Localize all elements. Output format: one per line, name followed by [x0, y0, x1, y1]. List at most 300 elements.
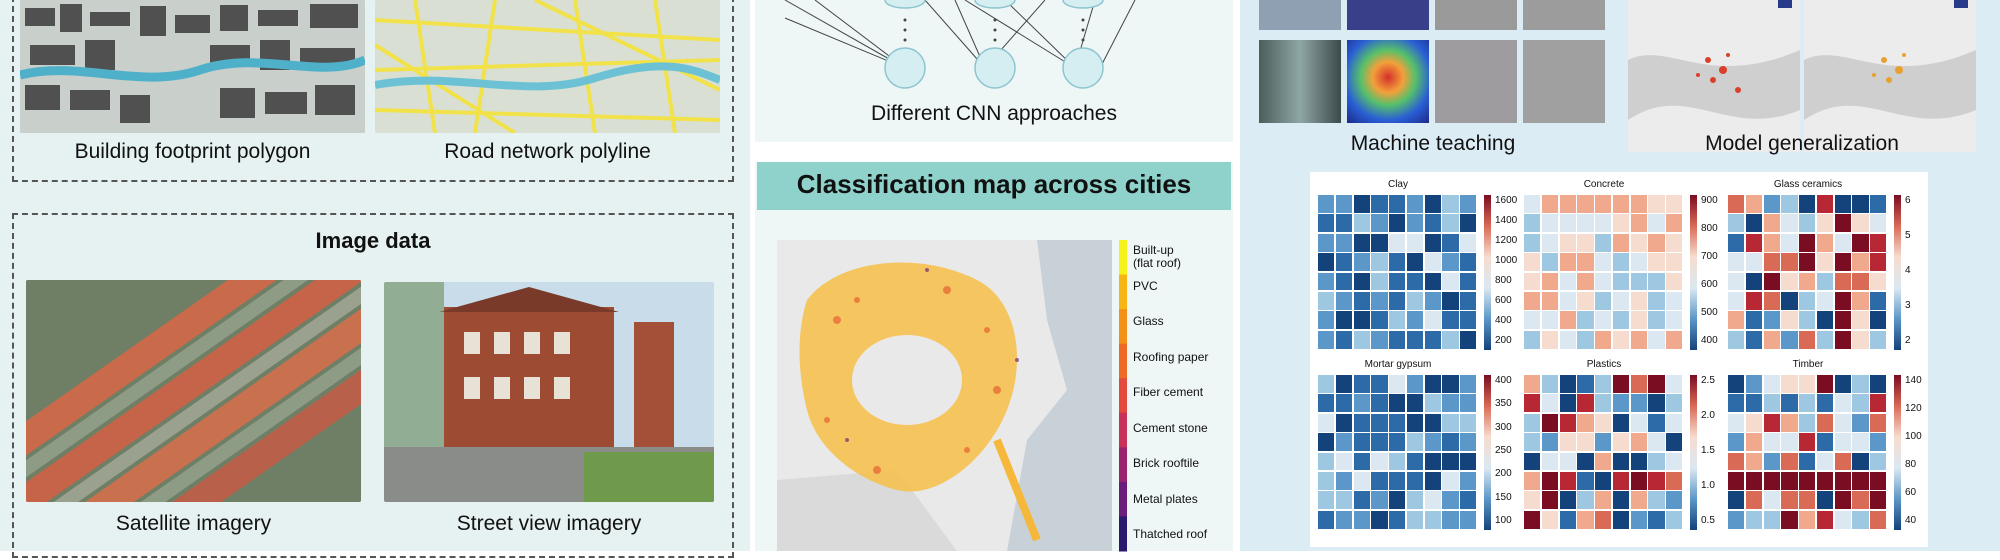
heatmap-cell: [1648, 453, 1664, 471]
heatmap-cell: [1425, 433, 1441, 451]
colorbar-tick: 1400: [1495, 215, 1518, 226]
legend-swatch: [1119, 275, 1127, 310]
heatmap-cell: [1371, 311, 1387, 329]
heatmap-cell: [1336, 311, 1352, 329]
heatmap-cell: [1764, 253, 1780, 271]
heatmap-cell: [1817, 195, 1833, 213]
heatmap-cell: [1746, 292, 1762, 310]
heatmap-cell: [1577, 195, 1593, 213]
heatmap-cell: [1835, 453, 1851, 471]
heatmap-cell: [1666, 491, 1682, 509]
heatmap-cell: [1817, 472, 1833, 490]
colorbar-tick: 40: [1905, 515, 1917, 526]
road-network-caption: Road network polyline: [444, 140, 651, 163]
heatmap-cell: [1595, 511, 1611, 529]
heatmap-cell: [1595, 234, 1611, 252]
heatmap-cell: [1318, 234, 1334, 252]
heatmap-cell: [1442, 311, 1458, 329]
heatmap-cell: [1781, 491, 1797, 509]
heatmap-cell: [1442, 273, 1458, 291]
heatmap-cell: [1631, 292, 1647, 310]
heatmap-cell: [1460, 253, 1476, 271]
teach-tile: [1523, 0, 1605, 30]
heatmap-cell: [1728, 453, 1744, 471]
heatmap-cell: [1407, 472, 1423, 490]
heatmap-cell: [1595, 375, 1611, 393]
teach-tile: [1435, 40, 1517, 123]
heatmap-cell: [1318, 453, 1334, 471]
heatmap-cell: [1407, 414, 1423, 432]
heatmap-cell: [1542, 491, 1558, 509]
colorbar-tick: 1000: [1495, 255, 1518, 266]
heatmap-cell: [1577, 292, 1593, 310]
heatmap-cell: [1613, 433, 1629, 451]
legend-label: Fiber cement: [1133, 385, 1204, 399]
heatmap-cell: [1852, 214, 1868, 232]
heatmap-cell: [1560, 292, 1576, 310]
heatmap-cell: [1835, 491, 1851, 509]
heatmap-cell: [1336, 195, 1352, 213]
heatmap-cell: [1425, 331, 1441, 349]
heatmap-cell: [1613, 311, 1629, 329]
heatmap-cell: [1389, 491, 1405, 509]
heatmap-cell: [1595, 311, 1611, 329]
heatmap-cell: [1336, 292, 1352, 310]
heatmap-cell: [1542, 453, 1558, 471]
heatmap-cell: [1577, 414, 1593, 432]
heatmap-cell: [1542, 273, 1558, 291]
heatmap-cell: [1631, 472, 1647, 490]
colorbar-tick: 400: [1701, 335, 1718, 346]
heatmap-colorbar: [1894, 375, 1901, 530]
heatmap-cell: [1835, 511, 1851, 529]
heatmap-cell: [1817, 414, 1833, 432]
heatmap-cell: [1852, 414, 1868, 432]
heatmap-cell: [1852, 472, 1868, 490]
heatmap-cell: [1764, 234, 1780, 252]
heatmap-cell: [1560, 433, 1576, 451]
heatmap-cell: [1746, 414, 1762, 432]
heatmap-cell: [1781, 273, 1797, 291]
heatmap-cell: [1318, 433, 1334, 451]
heatmap-cell: [1835, 394, 1851, 412]
heatmap-cell: [1442, 453, 1458, 471]
heatmap-cell: [1336, 511, 1352, 529]
heatmap-cell: [1442, 331, 1458, 349]
heatmap-cell: [1870, 311, 1886, 329]
left-panel: [0, 0, 750, 551]
heatmap-cell: [1852, 331, 1868, 349]
heatmap-cell: [1781, 292, 1797, 310]
heatmap-cell: [1542, 292, 1558, 310]
heatmap-cell: [1524, 253, 1540, 271]
heatmap-title: Clay: [1387, 179, 1408, 190]
heatmap-cell: [1746, 433, 1762, 451]
heatmap-cell: [1442, 253, 1458, 271]
heatmap-cell: [1666, 253, 1682, 271]
heatmap-cell: [1648, 331, 1664, 349]
heatmap-cell: [1648, 234, 1664, 252]
heatmap-cell: [1389, 253, 1405, 271]
heatmap-cell: [1817, 311, 1833, 329]
heatmap-cell: [1613, 394, 1629, 412]
heatmap-cell: [1728, 292, 1744, 310]
heatmap-cell: [1835, 234, 1851, 252]
heatmap-cell: [1577, 253, 1593, 271]
heatmap-cell: [1442, 491, 1458, 509]
heatmap-cell: [1852, 453, 1868, 471]
heatmap-colorbar: [1894, 195, 1901, 350]
heatmap-cell: [1371, 394, 1387, 412]
teach-tile: [1347, 40, 1429, 123]
heatmap-cell: [1781, 253, 1797, 271]
heatmap-cell: [1460, 433, 1476, 451]
heatmap-cell: [1746, 253, 1762, 271]
heatmap-cell: [1389, 331, 1405, 349]
heatmap-cell: [1728, 253, 1744, 271]
heatmap-cell: [1542, 214, 1558, 232]
model-generalization-caption: Model generalization: [1705, 132, 1899, 155]
colorbar-tick: 400: [1495, 375, 1512, 386]
heatmap-cell: [1542, 234, 1558, 252]
heatmap-cell: [1764, 511, 1780, 529]
heatmap-cell: [1389, 195, 1405, 213]
colorbar-tick: 100: [1905, 431, 1922, 442]
heatmap-cell: [1631, 331, 1647, 349]
satellite-caption: Satellite imagery: [115, 512, 272, 535]
heatmap-cell: [1577, 331, 1593, 349]
heatmap-cell: [1425, 453, 1441, 471]
heatmap-cell: [1835, 273, 1851, 291]
heatmap-cell: [1613, 273, 1629, 291]
cnn-caption: Different CNN approaches: [871, 102, 1117, 125]
road-network-map: [375, 0, 720, 133]
heatmap-cell: [1542, 311, 1558, 329]
heatmap-cell: [1746, 453, 1762, 471]
heatmap-cell: [1631, 273, 1647, 291]
colorbar-tick: 2.0: [1701, 410, 1715, 421]
colorbar-tick: 6: [1905, 195, 1911, 206]
heatmap-cell: [1524, 273, 1540, 291]
heatmap-cell: [1354, 375, 1370, 393]
heatmap-cell: [1666, 472, 1682, 490]
generalization-map: [1628, 0, 1800, 152]
heatmap-cell: [1870, 453, 1886, 471]
heatmap-cell: [1354, 491, 1370, 509]
heatmap-cell: [1318, 292, 1334, 310]
heatmap-cell: [1666, 292, 1682, 310]
heatmap-cell: [1542, 331, 1558, 349]
heatmap-cell: [1648, 491, 1664, 509]
heatmap-cell: [1460, 394, 1476, 412]
heatmap-cell: [1817, 433, 1833, 451]
teach-tile: [1259, 0, 1341, 30]
heatmap-cell: [1648, 253, 1664, 271]
colorbar-tick: 1600: [1495, 195, 1518, 206]
heatmap-cell: [1781, 195, 1797, 213]
heatmap-cell: [1354, 292, 1370, 310]
heatmap-cell: [1595, 331, 1611, 349]
colorbar-tick: 250: [1495, 445, 1512, 456]
heatmap-cell: [1852, 195, 1868, 213]
heatmap-cell: [1595, 273, 1611, 291]
heatmap-cell: [1835, 433, 1851, 451]
heatmap-cell: [1648, 375, 1664, 393]
legend-label: PVC: [1133, 278, 1158, 293]
generalization-map-graphic: [1804, 0, 1976, 152]
heatmap-cell: [1870, 195, 1886, 213]
heatmap-cell: [1560, 214, 1576, 232]
heatmap-cell: [1524, 433, 1540, 451]
heatmap-cell: [1799, 511, 1815, 529]
heatmap-cell: [1746, 214, 1762, 232]
city-map-graphic: [777, 240, 1112, 551]
heatmap-cell: [1389, 292, 1405, 310]
colorbar-tick: 0.5: [1701, 515, 1715, 526]
heatmap-cell: [1318, 394, 1334, 412]
legend-swatch: [1119, 240, 1127, 275]
heatmap-cell: [1613, 414, 1629, 432]
heatmap-cell: [1666, 375, 1682, 393]
heatmap-cell: [1371, 214, 1387, 232]
heatmap-cell: [1318, 214, 1334, 232]
heatmap-cell: [1835, 214, 1851, 232]
heatmap-cell: [1781, 234, 1797, 252]
heatmap-cell: [1595, 414, 1611, 432]
heatmap-cell: [1354, 453, 1370, 471]
heatmap-cell: [1781, 214, 1797, 232]
heatmap-cell: [1817, 292, 1833, 310]
heatmap-cell: [1336, 491, 1352, 509]
heatmap-cell: [1524, 195, 1540, 213]
colorbar-tick: 5: [1905, 230, 1911, 241]
heatmap-cell: [1542, 394, 1558, 412]
heatmap-cell: [1852, 273, 1868, 291]
heatmap-cell: [1764, 433, 1780, 451]
heatmap-cell: [1542, 195, 1558, 213]
heatmap-cell: [1764, 273, 1780, 291]
heatmap-cell: [1799, 491, 1815, 509]
satellite-image: [26, 280, 361, 502]
heatmap-cell: [1835, 414, 1851, 432]
heatmap-cell: [1666, 414, 1682, 432]
heatmap-cell: [1648, 292, 1664, 310]
heatmap-cell: [1577, 234, 1593, 252]
heatmap-cell: [1542, 253, 1558, 271]
heatmap-cell: [1764, 375, 1780, 393]
colorbar-tick: 350: [1495, 398, 1512, 410]
heatmap-cell: [1560, 394, 1576, 412]
heatmap-cell: [1542, 472, 1558, 490]
legend-label: Glass: [1133, 314, 1164, 328]
heatmap-cell: [1631, 511, 1647, 529]
teach-tile: [1435, 0, 1517, 30]
colorbar-tick: 120: [1905, 403, 1922, 414]
heatmap-cell: [1817, 511, 1833, 529]
heatmap-cell: [1407, 491, 1423, 509]
heatmap-cell: [1764, 472, 1780, 490]
heatmap-cell: [1442, 234, 1458, 252]
heatmap-cell: [1425, 311, 1441, 329]
heatmap-cell: [1560, 273, 1576, 291]
colorbar-tick: 140: [1905, 375, 1922, 386]
colorbar-tick: 700: [1701, 251, 1718, 262]
legend-swatch: [1119, 344, 1127, 379]
heatmap-cell: [1524, 394, 1540, 412]
heatmap-cell: [1613, 491, 1629, 509]
heatmap-cell: [1870, 273, 1886, 291]
heatmap-cell: [1613, 234, 1629, 252]
heatmap-cell: [1354, 273, 1370, 291]
street-view-caption: Street view imagery: [456, 512, 642, 535]
heatmap-cell: [1728, 511, 1744, 529]
heatmap-cell: [1318, 253, 1334, 271]
heatmap-cell: [1524, 375, 1540, 393]
heatmap-cell: [1407, 234, 1423, 252]
colorbar-tick: 500: [1701, 307, 1718, 318]
heatmap-cell: [1524, 414, 1540, 432]
heatmap-cell: [1648, 214, 1664, 232]
heatmap-cell: [1728, 234, 1744, 252]
middle-panel: [755, 0, 1233, 551]
heatmap-cell: [1354, 472, 1370, 490]
heatmap-cell: [1799, 273, 1815, 291]
heatmap-cell: [1371, 331, 1387, 349]
legend-label: Metal plates: [1133, 491, 1198, 506]
colorbar-tick: 800: [1701, 223, 1718, 234]
heatmap-cell: [1631, 253, 1647, 271]
heatmap-cell: [1817, 273, 1833, 291]
heatmap-cell: [1407, 433, 1423, 451]
heatmap-cell: [1746, 195, 1762, 213]
heatmap-cell: [1389, 394, 1405, 412]
heatmap-cell: [1460, 195, 1476, 213]
heatmap-cell: [1817, 214, 1833, 232]
heatmap-cell: [1460, 234, 1476, 252]
heatmap-cell: [1460, 453, 1476, 471]
heatmap-cell: [1524, 311, 1540, 329]
heatmap-cell: [1764, 414, 1780, 432]
heatmap-cell: [1728, 394, 1744, 412]
heatmap-cell: [1389, 433, 1405, 451]
heatmap-cell: [1799, 414, 1815, 432]
heatmap-cell: [1524, 214, 1540, 232]
heatmap-cell: [1595, 195, 1611, 213]
heatmap-cell: [1542, 511, 1558, 529]
heatmap-cell: [1746, 375, 1762, 393]
heatmap-cell: [1318, 511, 1334, 529]
heatmap-cell: [1764, 292, 1780, 310]
heatmap-cell: [1781, 414, 1797, 432]
building-footprint-map: [20, 0, 365, 133]
heatmap-cell: [1764, 453, 1780, 471]
heatmap-cell: [1336, 331, 1352, 349]
heatmap-cell: [1389, 234, 1405, 252]
heatmap-cell: [1799, 433, 1815, 451]
heatmap-cell: [1460, 273, 1476, 291]
heatmap-cell: [1764, 394, 1780, 412]
colorbar-tick: 800: [1495, 275, 1512, 286]
classification-map: [777, 240, 1112, 551]
classification-title: Classification map across cities: [796, 169, 1192, 199]
heatmap-cell: [1746, 311, 1762, 329]
heatmap-cell: [1318, 331, 1334, 349]
heatmap-cell: [1560, 311, 1576, 329]
heatmap-cell: [1425, 414, 1441, 432]
heatmap-cell: [1524, 331, 1540, 349]
heatmap-cell: [1371, 491, 1387, 509]
heatmap-cell: [1764, 214, 1780, 232]
heatmap-cell: [1746, 472, 1762, 490]
heatmap-cell: [1318, 195, 1334, 213]
legend-swatch: [1119, 309, 1127, 344]
heatmap-cell: [1460, 511, 1476, 529]
heatmap-cell: [1389, 311, 1405, 329]
heatmap-title: Concrete: [1583, 179, 1625, 190]
heatmap-cell: [1764, 311, 1780, 329]
cnn-diagram: [755, 0, 1233, 100]
heatmap-cell: [1835, 311, 1851, 329]
heatmap-cell: [1442, 433, 1458, 451]
heatmap-colorbar: [1690, 195, 1697, 350]
middle-divider: [755, 142, 1233, 162]
heatmap-cell: [1425, 195, 1441, 213]
heatmap-cell: [1852, 433, 1868, 451]
heatmap-cell: [1460, 311, 1476, 329]
heatmap-cell: [1577, 214, 1593, 232]
heatmap-cell: [1728, 273, 1744, 291]
road-network-graphic: [375, 0, 720, 133]
heatmap-cell: [1336, 433, 1352, 451]
heatmap-cell: [1781, 472, 1797, 490]
heatmap-cell: [1666, 311, 1682, 329]
colorbar-tick: 150: [1495, 491, 1512, 503]
heatmap-cell: [1407, 253, 1423, 271]
heatmap-cell: [1781, 311, 1797, 329]
legend-swatch: [1119, 482, 1127, 517]
heatmap-cell: [1799, 453, 1815, 471]
heatmap-cell: [1648, 472, 1664, 490]
heatmap-cell: [1595, 214, 1611, 232]
heatmap-cell: [1442, 195, 1458, 213]
heatmap-cell: [1442, 394, 1458, 412]
heatmap-cell: [1560, 511, 1576, 529]
heatmap-cell: [1799, 214, 1815, 232]
colorbar-tick: 100: [1495, 515, 1512, 526]
heatmap-cell: [1442, 414, 1458, 432]
colorbar-tick: 2.5: [1701, 375, 1715, 386]
heatmap-cell: [1407, 453, 1423, 471]
heatmap-cell: [1407, 214, 1423, 232]
heatmap-cell: [1799, 375, 1815, 393]
heatmap-cell: [1631, 375, 1647, 393]
heatmap-cell: [1648, 195, 1664, 213]
heatmap-cell: [1666, 195, 1682, 213]
heatmap-cell: [1595, 394, 1611, 412]
heatmap-cell: [1389, 375, 1405, 393]
heatmap-cell: [1799, 394, 1815, 412]
heatmap-cell: [1746, 331, 1762, 349]
heatmap-grid: [1728, 195, 1888, 350]
heatmap-cell: [1835, 331, 1851, 349]
heatmap-cell: [1460, 375, 1476, 393]
teach-tile: [1347, 0, 1429, 30]
heatmap-cell: [1389, 472, 1405, 490]
heatmap-cell: [1542, 414, 1558, 432]
heatmap-cell: [1371, 511, 1387, 529]
generalization-map-graphic: [1628, 0, 1800, 152]
building-footprint-caption: Building footprint polygon: [74, 140, 311, 163]
